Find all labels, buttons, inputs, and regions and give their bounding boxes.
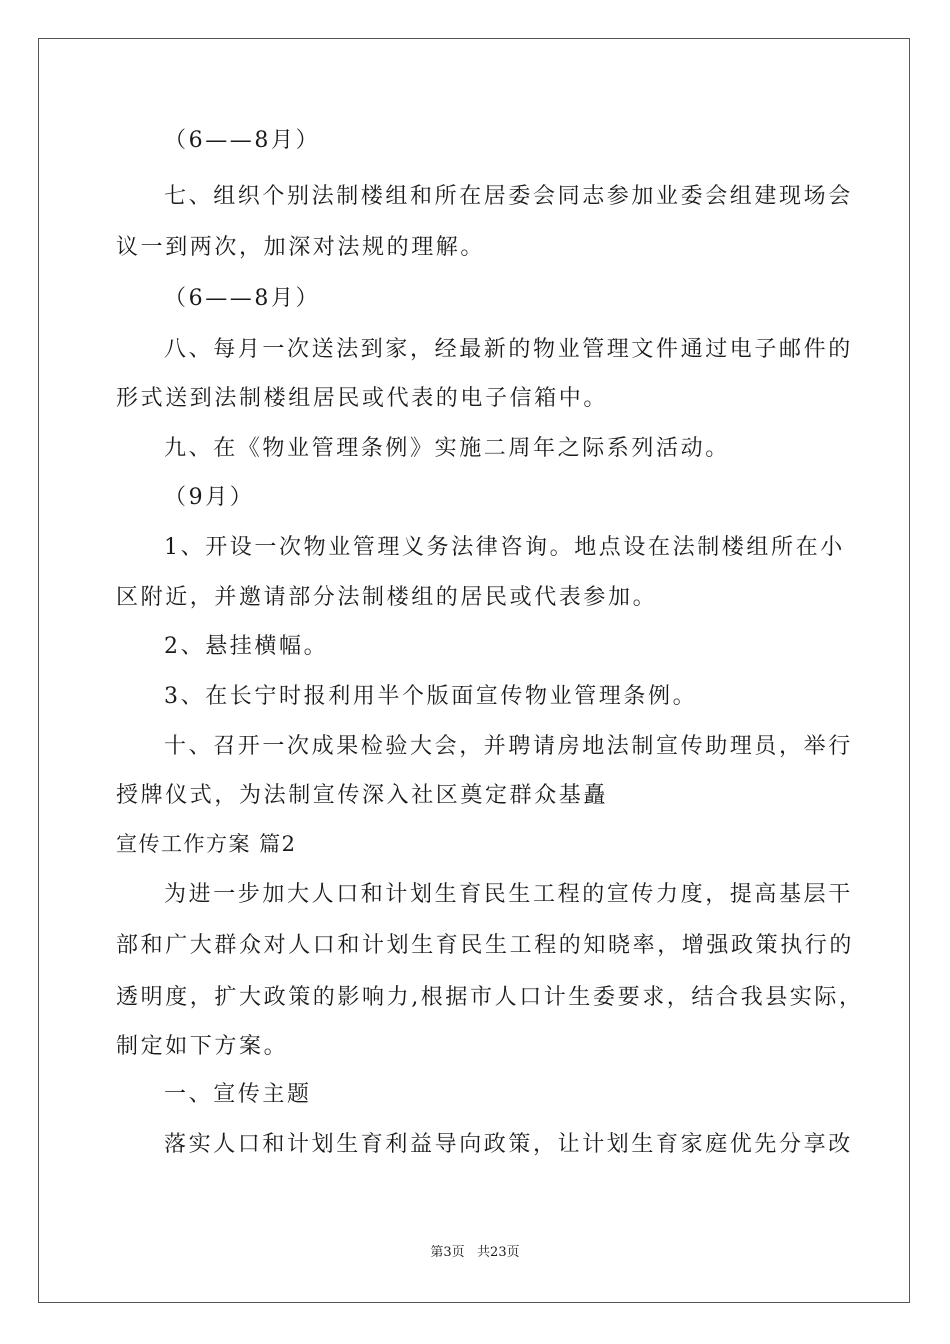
paragraph-line: 八、每月一次送法到家，经最新的物业管理文件通过电子邮件的 bbox=[164, 337, 853, 362]
page-footer: 第3页 共23页 bbox=[430, 1245, 520, 1260]
date-range-line: （6——8月） bbox=[164, 286, 321, 311]
date-range-line: （9月） bbox=[164, 485, 255, 510]
paragraph-line: 九、在《物业管理条例》实施二周年之际系列活动。 bbox=[164, 436, 730, 461]
paragraph-line: 制定如下方案。 bbox=[116, 1034, 289, 1059]
subsection-heading: 一、宣传主题 bbox=[164, 1082, 312, 1107]
paragraph-line: 议一到两次，加深对法规的理解。 bbox=[116, 235, 486, 260]
paragraph-line: 1、开设一次物业管理义务法律咨询。地点设在法制楼组所在小 bbox=[164, 535, 845, 560]
paragraph-line: 十、召开一次成果检验大会，并聘请房地法制宣传助理员，举行 bbox=[164, 734, 853, 759]
date-range-line: （6——8月） bbox=[164, 128, 321, 153]
page-border bbox=[38, 38, 910, 1303]
paragraph-line: 形式送到法制楼组居民或代表的电子信箱中。 bbox=[116, 386, 609, 411]
paragraph-line: 为进一步加大人口和计划生育民生工程的宣传力度，提高基层干 bbox=[164, 882, 853, 907]
paragraph-line: 部和广大群众对人口和计划生育民生工程的知晓率，增强政策执行的 bbox=[116, 933, 855, 958]
paragraph-line: 七、组织个别法制楼组和所在居委会同志参加业委会组建现场会 bbox=[164, 184, 853, 209]
paragraph-line: 透明度，扩大政策的影响力,根据市人口计生委要求，结合我县实际， bbox=[116, 985, 864, 1010]
paragraph-line: 3、在长宁时报利用半个版面宣传物业管理条例。 bbox=[164, 684, 698, 709]
paragraph-line: 授牌仪式，为法制宣传深入社区奠定群众基矗 bbox=[116, 783, 609, 808]
paragraph-line: 落实人口和计划生育利益导向政策，让计划生育家庭优先分享改 bbox=[164, 1132, 853, 1157]
paragraph-line: 区附近，并邀请部分法制楼组的居民或代表参加。 bbox=[116, 585, 658, 610]
paragraph-line: 2、悬挂横幅。 bbox=[164, 634, 329, 659]
section-heading: 宣传工作方案 篇2 bbox=[116, 832, 297, 856]
